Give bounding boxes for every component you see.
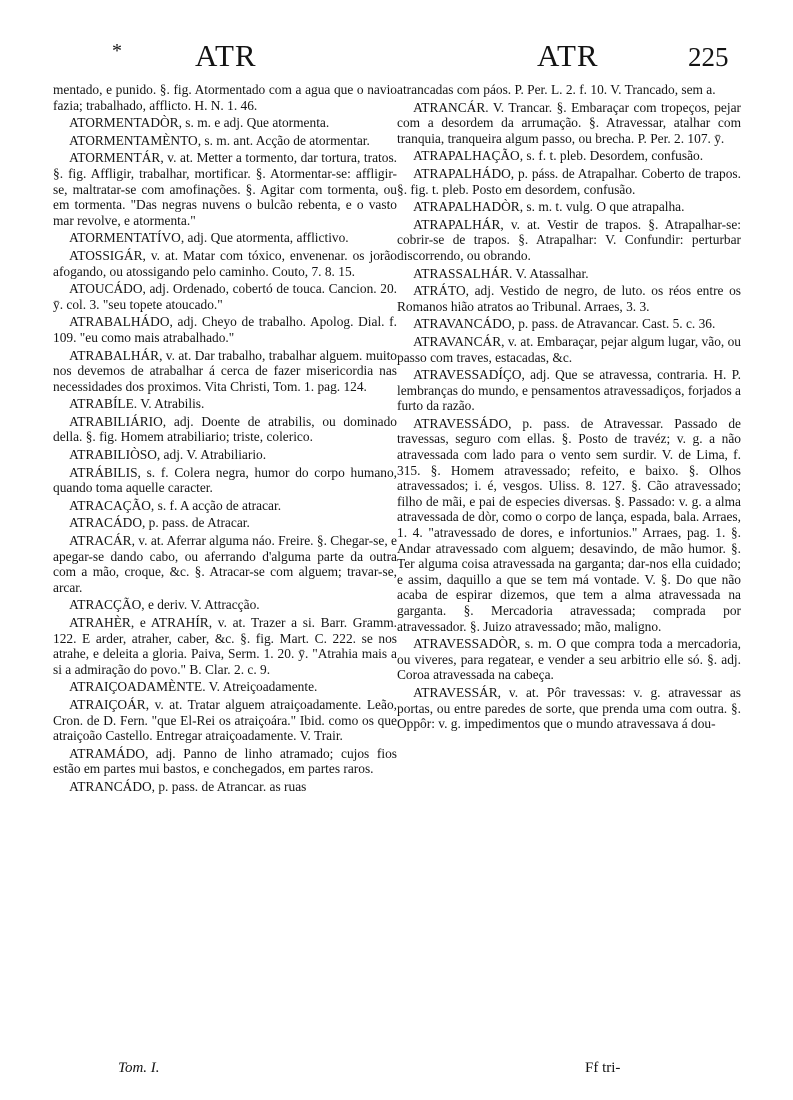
entry: ATRAPALHAÇÃO, s. f. t. pleb. Desordem, confusão. (413, 148, 704, 164)
catchword: Ff tri- (585, 1060, 621, 1076)
entry: mentado, e punido. §. fig. Atormentado com a agua que o navio fazia; trabalhado, afflicto. H. N. 1. 46. (53, 82, 397, 113)
entry: ATRACAÇÃO, s. f. A acção de atracar. (69, 497, 282, 513)
entry: ATRAIÇOÁR, v. at. Tratar alguem atraiçoadamente. Leão, Cron. de D. Fern. "que El-Rei os atraiçoára." Ibid. como os que atraiçoão Castello. Entregar atraiçoadamente. V. Trair. (53, 696, 397, 744)
entry: ATRAVANCÁDO, p. pass. de Atravancar. Cast. 5. c. 36. (413, 316, 716, 332)
entry: ATRAVESSADÒR, s. m. O que compra toda a mercadoria, ou viveres, para regatear, e vender a seu arbitrio elle só. §. adj. Coroa atravessada na cabeça. (397, 636, 741, 683)
left-column (53, 82, 397, 797)
entry: ATRÁBILIS, s. f. Colera negra, humor do corpo humano, quando toma aquelle caracter. (53, 464, 397, 496)
entry: ATRABÍLE. V. Atrabilis. (69, 396, 205, 412)
entry: ATRABALHÁDO, adj. Cheyo de trabalho. Apolog. Dial. f. 109. "eu como mais atrabalhado." (53, 314, 397, 345)
entry: ATRAVESSÁR, v. at. Pôr travessas: v. g. atravessar as portas, ou entre paredes de sorte, que prenda uma com outra. §. Oppôr: v. g. impedimentos que o mundo atravessava á dou- (397, 684, 741, 732)
entry: atrancadas com páos. P. Per. L. 2. f. 10. V. Trancado, sem a. (397, 82, 716, 97)
entry: ATORMENTAMÈNTO, s. m. ant. Acção de atormentar. (69, 132, 370, 148)
entry: ATRAPALHÁR, v. at. Vestir de trapos. §. Atrapalhar-se: cobrir-se de trapos. §. Atrapalhar: V. Confundir: perturbar discorrendo, ou obrando. (397, 216, 741, 263)
left-running-head: ATR (195, 38, 257, 73)
entry: ATRAVANCÁR, v. at. Embaraçar, pejar algum lugar, vão, ou passo com traves, estacadas, &c. (397, 333, 741, 365)
entry: ATRANCÁR. V. Trancar. §. Embaraçar com tropeços, pejar com a desordem da arrumação. §. Atravessar, atalhar com tranquia, tranqueira algum passo, ou brecha. P. Per. 2. 107. ȳ. (397, 99, 741, 146)
volume-signature: Tom. I. (118, 1060, 160, 1076)
entry: ATRAIÇOADAMÈNTE. V. Atreiçoadamente. (69, 679, 318, 695)
entry: ATRAVESSADÍÇO, adj. Que se atravessa, contraria. H. P. lembranças do mundo, e pensamentos atravessadiços, forjados a furto da razão. (397, 367, 741, 414)
entry: ATRANCÁDO, p. pass. de Atrancar. as ruas (69, 778, 307, 794)
entry: ATRAPALHÁDO, p. páss. de Atrapalhar. Coberto de trapos. §. fig. t. pleb. Posto em desordem, confusão. (397, 165, 741, 197)
right-running-head: ATR (537, 38, 599, 73)
entry: ATOUCÁDO, adj. Ordenado, cobertó de touca. Cancion. 20. ȳ. col. 3. "seu topete atoucado." (53, 281, 397, 312)
entry: ATRAVESSÁDO, p. pass. de Atravessar. Passado de travessas, seguro com ellas. §. Posto de travéz; v. g. a não atravessada com lado para o vento sem surdir. V. de Lima, f. 315. §. Homem atravessado; refeito, e baixo. §. Olhos atravessados; i. é, vesgos. Uliss. 8. 127. §. Cão atravessado; filho de mãi, e pai de especies diversas. §. Passado: v. g. a alma atravessada de dòr, como o corpo de lança, espada, bala. Arraes, 1. 4. "atravessado de dores, e infortunios." Arraes, pag. 1. §. Andar atravessado com alguem; desavindo, de mão humor. §. Ter alguma coisa atravessada na garganta; dar-nos ella cuidado; e assim, daquillo a que se tem má vontade. V. §. Do que não acaba de espirar dizemos, que tem a alma atravessada na garganta. §. Mercadoria atravessada; comprada por atravessador. §. Juizo atravessado; mão, maligno. (397, 415, 741, 634)
entry: ATRABILIÁRIO, adj. Doente de atrabilis, ou dominado della. §. fig. Homem atrabiliario; triste, colerico. (53, 413, 397, 445)
entry: ATRASSALHÁR. V. Atassalhar. (413, 265, 589, 281)
entry: ATOSSIGÁR, v. at. Matar com tóxico, envenenar. os jorão afogando, ou atossigando pelo caminho. Couto, 7. 8. 15. (53, 247, 397, 279)
entry: ATRAMÁDO, adj. Panno de linho atramado; cujos fios estão em partes mui bastos, e conchegados, em partes raros. (53, 745, 397, 777)
entry: ATRAPALHADÒR, s. m. t. vulg. O que atrapalha. (413, 199, 685, 215)
page-number: 225 (688, 42, 729, 72)
entry: ATRACÁDO, p. pass. de Atracar. (69, 515, 250, 531)
page-footer (0, 1060, 793, 1090)
right-column (397, 82, 741, 734)
entry: ATRACÁR, v. at. Aferrar alguma náo. Freire. §. Chegar-se, e apegar-se dando cabo, ou aferrando d'alguma parte da outra com a mão, croque, &c. §. Atracar-se com alguem; travar-se, arcar. (53, 533, 397, 595)
page-header (0, 38, 793, 78)
entry: ATRABILIÒSO, adj. V. Atrabiliario. (69, 447, 267, 463)
entry: ATORMENTATÍVO, adj. Que atormenta, afflictivo. (69, 230, 349, 246)
entry: ATRAHÈR, e ATRAHÍR, v. at. Trazer a si. Barr. Gramm. 122. E arder, atraher, caber, &c. §. fig. Mart. C. 222. se nos atrahe, e deleita a gloria. Paiva, Serm. 1. 20. ȳ. "Atrahia mais a si a admiração do povo." B. Clar. 2. c. 9. (53, 615, 397, 677)
entry: ATORMENTÁR, v. at. Metter a tormento, dar tortura, tratos. §. fig. Affligir, trabalhar, mortificar. §. Atormentar-se: affligir-se, maltratar-se com amofinações. §. Agitar com tormenta, ou em tormenta. "Das negras nuvens o bulcão rebenta, e o vasto mar revolve, e atormenta." (53, 150, 397, 228)
entry: ATRABALHÁR, v. at. Dar trabalho, trabalhar alguem. muito nos devemos de atrabalhar á cerca de fazer misericordia nas necessidades dos proximos. Vita Christi, Tom. 1. pag. 124. (53, 347, 397, 394)
entry: ATRACÇÃO, e deriv. V. Attracção. (69, 597, 260, 613)
ornament-mark: * (112, 40, 122, 62)
entry: ATORMENTADÒR, s. m. e adj. Que atormenta. (69, 115, 330, 131)
entry: ATRÁTO, adj. Vestido de negro, de luto. os réos entre os Romanos hião atratos ao Tribunal. Arraes, 3. 3. (397, 283, 741, 314)
